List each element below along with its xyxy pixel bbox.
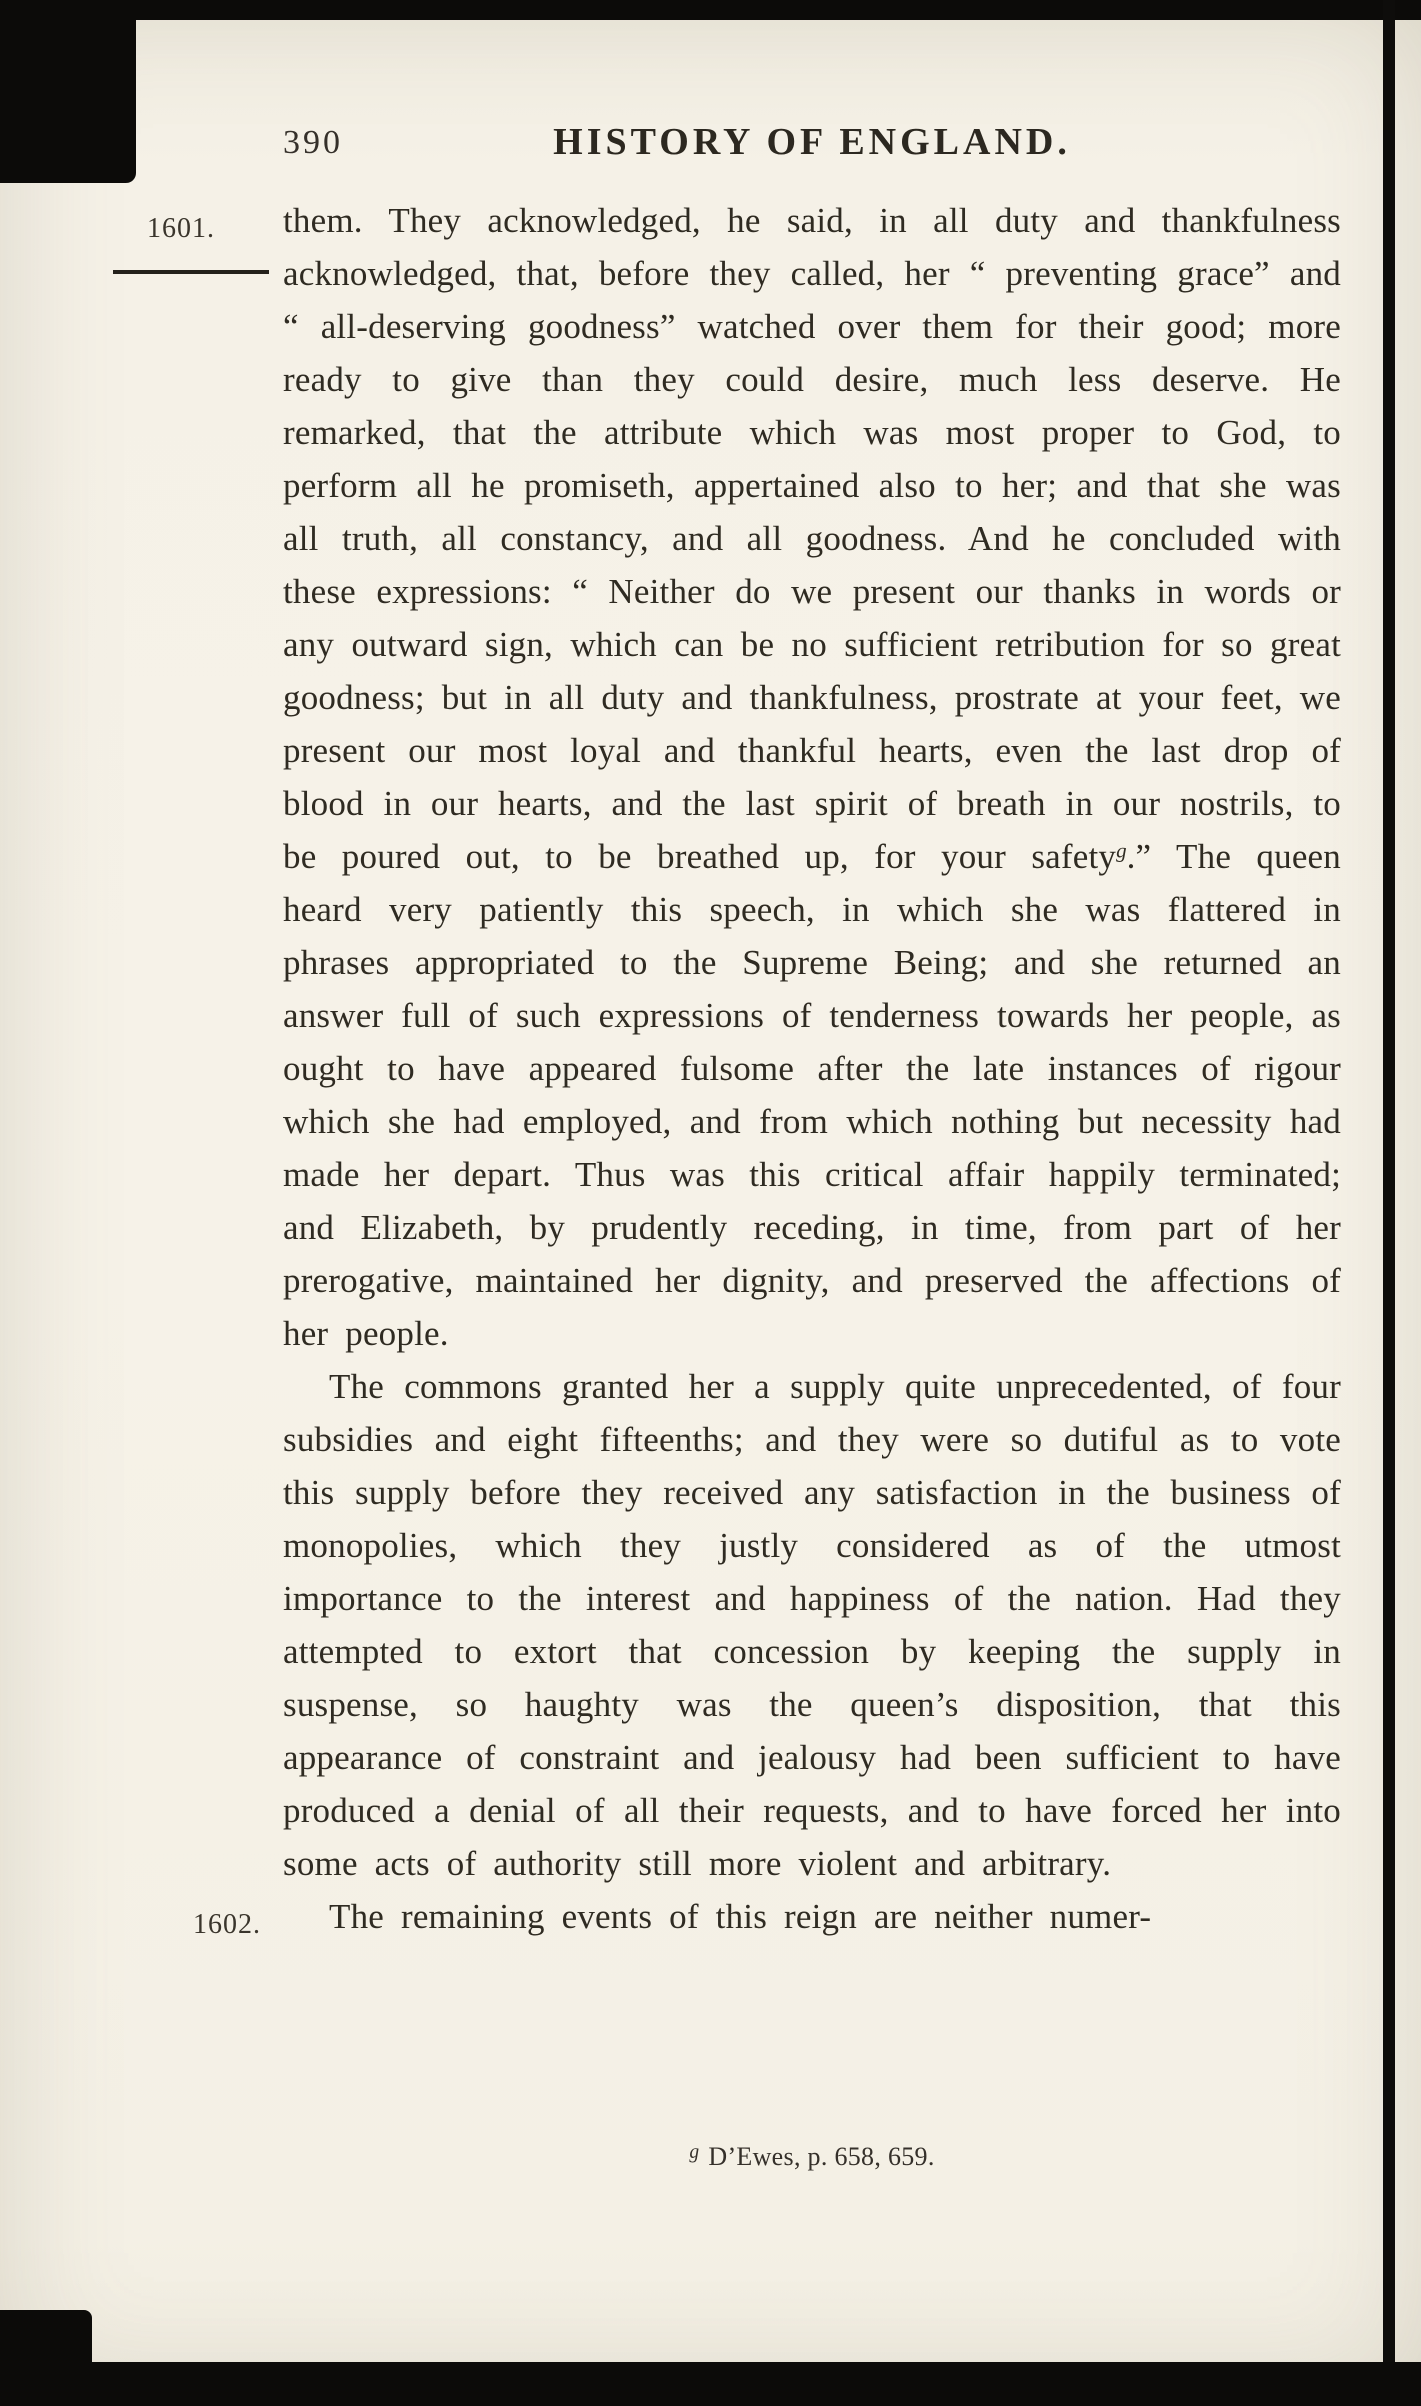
- footnote: [283, 2142, 1341, 2172]
- page-number: 390: [283, 124, 343, 161]
- text-run: The remaining events of this reign are neither numer-: [329, 1897, 1152, 1936]
- margin-date-rule: [113, 270, 269, 274]
- footnote-mark: g: [689, 2142, 700, 2164]
- paragraph: [283, 1360, 1341, 1890]
- scan-edge-right: [1383, 0, 1395, 2406]
- page-title: HISTORY OF ENGLAND.: [553, 121, 1071, 163]
- scan-edge-top: [0, 0, 1421, 20]
- text-run: .” The queen heard very patiently this speech, in which she was flattered in phrases appropriated to the Supreme Being; and she returned an answer full of such expressions of tenderness towards her people, as ought to have appeared fulsome after the late instances of rigour which she had employed, and from which nothing but necessity had made her depart. Thus was this critical affair happily terminated; and Elizabeth, by prudently receding, in time, from part of her prerogative, maintained her dignity, and preserved the affections of her people.: [283, 837, 1341, 1353]
- margin-date: 1601.: [147, 213, 215, 244]
- scan-corner-top-left: [0, 0, 136, 183]
- scan-corner-bottom-left: [0, 2310, 92, 2406]
- footnote-text: D’Ewes, p. 658, 659.: [708, 2142, 935, 2171]
- body-text: [147, 194, 1341, 1943]
- footnote-reference: g: [1116, 838, 1127, 863]
- page-header: [283, 120, 1341, 170]
- scan-edge-bottom: [78, 2362, 1421, 2406]
- paragraph: [193, 1890, 1341, 1943]
- paragraph: [147, 194, 1341, 1360]
- text-run: The commons granted her a supply quite unprecedented, of four subsidies and eight fifteenths; and they were so dutiful as to vote this supply before they received any satisfaction in the business of monopolies, which they justly considered as of the utmost importance to the interest and happiness of the nation. Had they attempted to extort that concession by keeping the supply in suspense, so haughty was the queen’s disposition, that this appearance of constraint and jealousy had been sufficient to have produced a denial of all their requests, and to have forced her into some acts of authority still more violent and arbitrary.: [283, 1367, 1341, 1883]
- text-run: them. They acknowledged, he said, in all duty and thankfulness acknowledged, that, before they called, her “ preventing grace” and “ all-deserving goodness” watched over them for their good; more ready to give than they could desire, much less deserve. He remarked, that the attribute which was most proper to God, to perform all he promiseth, appertained also to her; and that she was all truth, all constancy, and all goodness. And he concluded with these expressions: “ Neither do we present our thanks in words or any outward sign, which can be no sufficient retribution for so great goodness; but in all duty and thankfulness, prostrate at your feet, we present our most loyal and thankful hearts, even the last drop of blood in our hearts, and the last spirit of breath in our nostrils, to be poured out, to be breathed up, for your safety: [283, 201, 1341, 876]
- margin-date: 1602.: [193, 1909, 261, 1940]
